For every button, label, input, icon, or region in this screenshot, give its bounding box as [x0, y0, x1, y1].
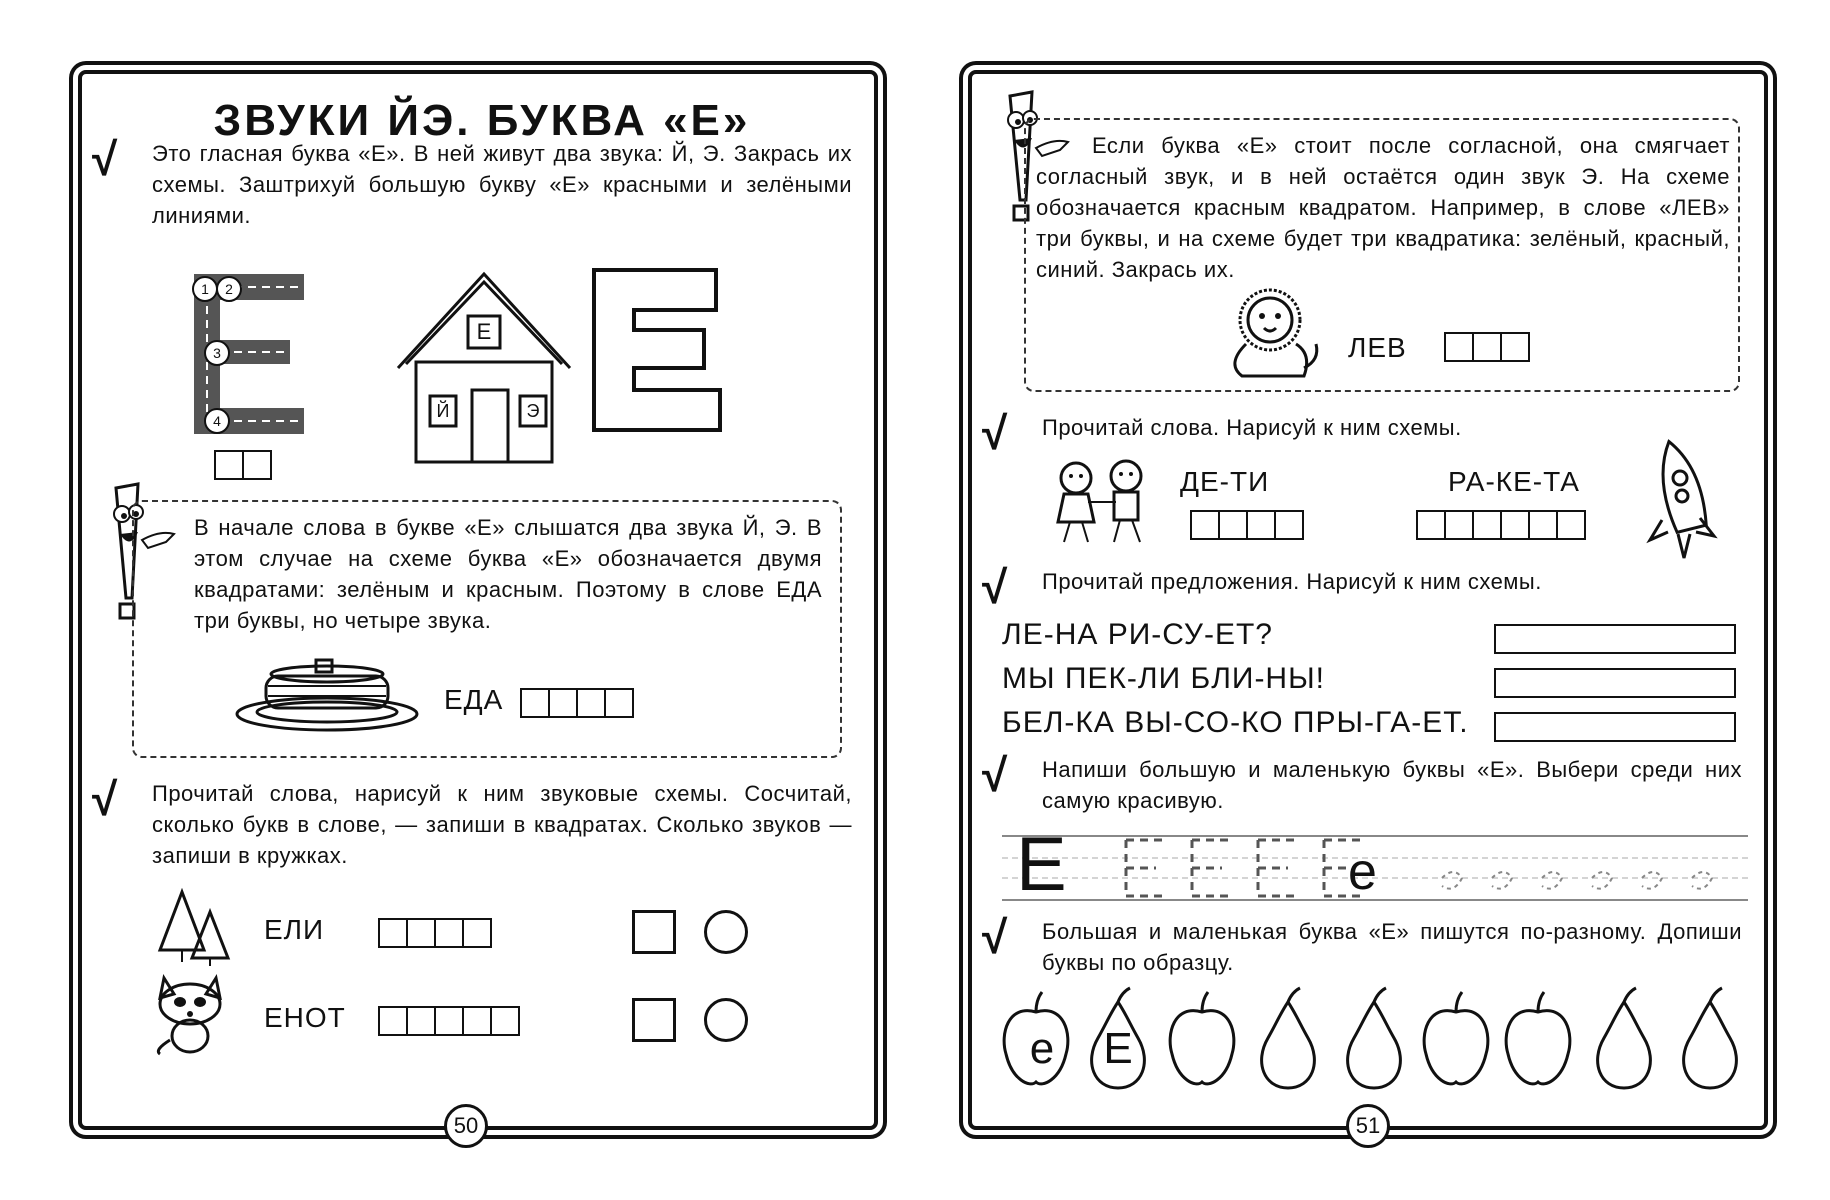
scheme-square[interactable] — [576, 688, 606, 718]
sample-small-letter: е — [1348, 843, 1377, 901]
rocket-illustration — [1642, 434, 1732, 564]
sound-scheme[interactable] — [520, 688, 632, 723]
scheme-square[interactable] — [1444, 332, 1474, 362]
sentence-scheme-box[interactable] — [1494, 712, 1736, 742]
house-window-letter: Й — [436, 401, 450, 421]
scheme-square[interactable] — [1472, 332, 1502, 362]
fruit-sample-letter: Е — [1103, 1024, 1133, 1073]
fir-trees-illustration — [152, 888, 232, 968]
task-text: Прочитай слова, нарисуй к ним звуковые схемы. Сосчитай, сколько букв в слове, — запиши в квадратах. Сколько звуков — запиши в кружках. — [152, 781, 852, 868]
scheme-square[interactable] — [1500, 332, 1530, 362]
task-text: Прочитай слова. Нарисуй к ним схемы. — [1042, 415, 1462, 440]
check-mark-icon: √ — [982, 561, 1008, 613]
scheme-square[interactable] — [1556, 510, 1586, 540]
task-text: Большая и маленькая буква «Е» пишутся по-разному. Допиши буквы по образцу. — [1042, 919, 1742, 975]
word-label: РА-КЕ-ТА — [1448, 466, 1580, 497]
page-title: ЗВУКИ ЙЭ. БУКВА «Е» — [213, 96, 751, 145]
scheme-square[interactable] — [1528, 510, 1558, 540]
sample-capital-letter: Е — [1016, 822, 1067, 907]
scheme-square[interactable] — [1190, 510, 1220, 540]
house-window-letter: Э — [526, 401, 540, 421]
task-text: Прочитай предложения. Нарисуй к ним схемы. — [1042, 569, 1542, 594]
scheme-square[interactable] — [378, 1006, 408, 1036]
word-label: ЕНОТ — [264, 1002, 346, 1033]
scheme-square[interactable] — [1274, 510, 1304, 540]
check-mark-icon: √ — [982, 911, 1008, 963]
sound-scheme[interactable] — [378, 918, 490, 953]
word-label: ДЕ-ТИ — [1180, 466, 1270, 497]
task-text: Это гласная буква «Е». В ней живут два звука: Й, Э. Закрась их схемы. Заштрихуй большую букву «Е» красными и зелёными линиями. — [152, 141, 852, 228]
scheme-square[interactable] — [1472, 510, 1502, 540]
sentence: ЛЕ-НА РИ-СУ-ЕТ? — [1002, 618, 1273, 651]
house-roof-letter: Е — [476, 319, 492, 344]
scheme-square[interactable] — [1444, 510, 1474, 540]
sound-scheme[interactable] — [1416, 510, 1584, 545]
scheme-square[interactable] — [406, 918, 436, 948]
children-illustration — [1042, 458, 1162, 548]
house-illustration — [394, 266, 574, 466]
sound-scheme[interactable] — [378, 1006, 518, 1041]
sound-count-circle[interactable] — [704, 910, 748, 954]
scheme-square[interactable] — [1416, 510, 1446, 540]
right-page — [968, 70, 1768, 1138]
left-page — [78, 70, 878, 1138]
task-text: Напиши большую и маленькую буквы «Е». Выбери среди них самую красивую. — [1042, 757, 1742, 813]
example-word: ЛЕВ — [1348, 332, 1407, 363]
check-mark-icon: √ — [92, 133, 118, 185]
scheme-square[interactable] — [548, 688, 578, 718]
sentence: БЕЛ-КА ВЫ-СО-КО ПРЫ-ГА-ЕТ. — [1002, 706, 1469, 739]
sound-scheme[interactable] — [1444, 332, 1528, 367]
scheme-square[interactable] — [604, 688, 634, 718]
scheme-square[interactable] — [1500, 510, 1530, 540]
rule-note-text: Если буква «Е» стоит после согласной, она смягчает согласный звук, и в ней остаётся один звук Э. На схеме обозначается красным квадратом. Например, в слове «ЛЕВ» три буквы, и на схеме будет три квадратика: зелёный, красный, синий. Закрась их. — [1036, 133, 1730, 282]
scheme-square[interactable] — [434, 1006, 464, 1036]
scheme-square[interactable] — [242, 450, 272, 480]
stroke-number: 2 — [216, 276, 242, 302]
stroke-number: 3 — [204, 340, 230, 366]
page-number: 51 — [1346, 1104, 1390, 1148]
word-label: ЕЛИ — [264, 914, 325, 945]
stroke-number: 1 — [192, 276, 218, 302]
check-mark-icon: √ — [982, 407, 1008, 459]
check-mark-icon: √ — [92, 773, 118, 825]
check-mark-icon: √ — [982, 749, 1008, 801]
scheme-square[interactable] — [434, 918, 464, 948]
sentence-scheme-box[interactable] — [1494, 624, 1736, 654]
fruit-sample-letter: е — [1029, 1024, 1055, 1073]
scheme-square[interactable] — [520, 688, 550, 718]
scheme-square[interactable] — [1218, 510, 1248, 540]
sound-scheme[interactable] — [1190, 510, 1302, 545]
letter-count-box[interactable] — [632, 998, 676, 1042]
letter-count-box[interactable] — [632, 910, 676, 954]
scheme-square[interactable] — [462, 1006, 492, 1036]
scheme-square[interactable] — [406, 1006, 436, 1036]
pancakes-illustration — [232, 654, 422, 734]
scheme-square[interactable] — [1246, 510, 1276, 540]
sound-count-circle[interactable] — [704, 998, 748, 1042]
sentence-scheme-box[interactable] — [1494, 668, 1736, 698]
scheme-square[interactable] — [378, 918, 408, 948]
example-word: ЕДА — [444, 684, 504, 715]
sound-scheme[interactable] — [214, 450, 270, 485]
scheme-square[interactable] — [462, 918, 492, 948]
raccoon-illustration — [150, 970, 232, 1056]
big-letter-e-outline[interactable] — [590, 266, 730, 436]
scheme-square[interactable] — [214, 450, 244, 480]
scheme-square[interactable] — [490, 1006, 520, 1036]
sentence: МЫ ПЕК-ЛИ БЛИ-НЫ! — [1002, 662, 1325, 695]
page-number: 50 — [444, 1104, 488, 1148]
lion-illustration — [1216, 284, 1326, 384]
rule-note-text: В начале слова в букве «Е» слышатся два звука Й, Э. В этом случае на схеме буква «Е» обозначается двумя квадратами: зелёным и красным. Поэтому в слове ЕДА три буквы, но четыре звука. — [194, 515, 822, 633]
stroke-number: 4 — [204, 408, 230, 434]
